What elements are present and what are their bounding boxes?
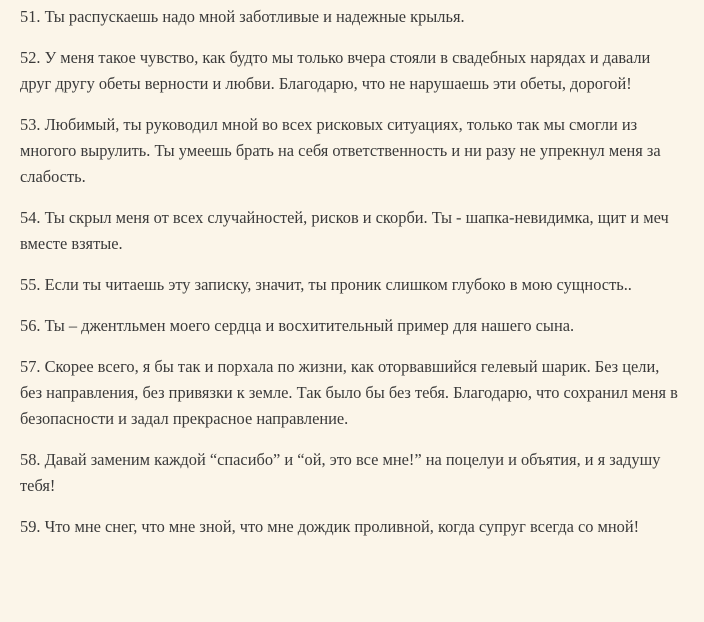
paragraph-51: 51. Ты распускаешь надо мной заботливые и надежные крылья. — [20, 7, 465, 26]
paragraph-52: 52. У меня такое чувство, как будто мы только вчера стояли в свадебных нарядах и давали друг другу обеты верности и любви. Благодарю, что не нарушаешь эти обеты, дорогой! — [20, 48, 651, 93]
paragraph-56: 56. Ты – джентльмен моего сердца и восхитительный пример для нашего сына. — [20, 316, 575, 335]
paragraph-55: 55. Если ты читаешь эту записку, значит, ты проник слишком глубоко в мою сущность.. — [20, 275, 632, 294]
paragraph-57: 57. Скорее всего, я бы так и порхала по жизни, как оторвавшийся гелевый шарик. Без цели, без направления, без привязки к земле. Так было бы без тебя. Благодарю, что сохранил меня в безопасности и задал прекрасное направление. — [20, 357, 678, 428]
paragraph-59: 59. Что мне снег, что мне зной, что мне дождик проливной, когда супруг всегда со мной! — [20, 517, 640, 536]
paragraph-54: 54. Ты скрыл меня от всех случайностей, рисков и скорби. Ты - шапка-невидимка, щит и меч вместе взятые. — [20, 208, 669, 253]
paragraph-53: 53. Любимый, ты руководил мной во всех рисковых ситуациях, только так мы смогли из многого вырулить. Ты умеешь брать на себя ответственность и ни разу не упрекнул меня за слабость. — [20, 115, 661, 186]
paragraph-58: 58. Давай заменим каждой “спасибо” и “ой, это все мне!” на поцелуи и объятия, и я задушу тебя! — [20, 450, 661, 495]
